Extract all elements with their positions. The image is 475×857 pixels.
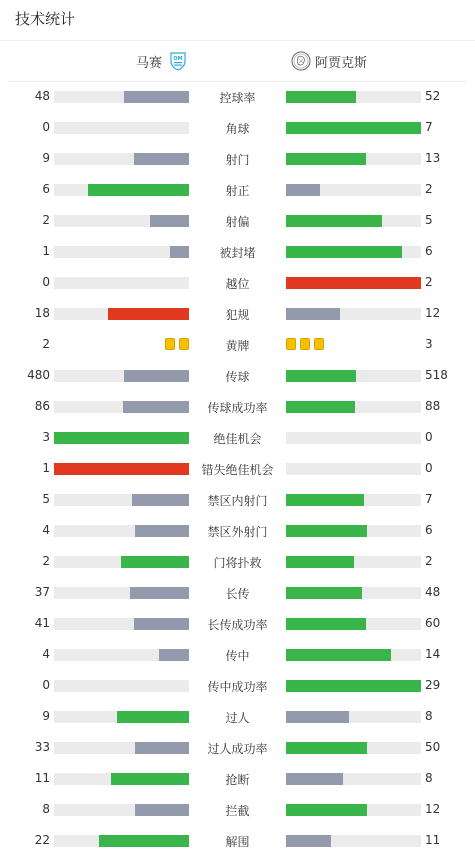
home-stat-bar-track bbox=[54, 432, 189, 444]
home-stat-bar-track bbox=[54, 122, 189, 134]
home-stat-bar bbox=[135, 804, 189, 816]
away-stat-bar-track bbox=[286, 835, 421, 847]
home-stat-value: 0 bbox=[42, 678, 50, 692]
away-stat-value: 0 bbox=[425, 430, 433, 444]
home-stat-value: 3 bbox=[42, 430, 50, 444]
teams-header bbox=[0, 41, 475, 81]
home-stat-bar-track bbox=[54, 215, 189, 227]
away-stat-bar bbox=[286, 184, 320, 196]
home-stat-value: 11 bbox=[34, 771, 50, 785]
stat-label: 过人 bbox=[225, 711, 250, 725]
away-stat-value: 7 bbox=[425, 120, 433, 134]
away-stat-bar bbox=[286, 742, 367, 754]
away-stat-value: 11 bbox=[425, 833, 441, 847]
home-stat-value: 0 bbox=[42, 120, 50, 134]
stat-label: 传中成功率 bbox=[207, 680, 268, 694]
home-stat-value: 6 bbox=[42, 182, 50, 196]
home-stat-bar-track bbox=[54, 308, 189, 320]
away-yellow-cards bbox=[286, 338, 326, 350]
stat-row bbox=[0, 333, 475, 357]
away-stat-bar bbox=[286, 556, 354, 568]
home-stat-bar bbox=[135, 742, 189, 754]
away-stat-bar-track bbox=[286, 370, 421, 382]
stat-row bbox=[0, 240, 475, 264]
away-stat-bar-track bbox=[286, 432, 421, 444]
away-stat-value: 50 bbox=[425, 740, 441, 754]
away-stat-bar bbox=[286, 649, 391, 661]
away-stat-value: 518 bbox=[425, 368, 448, 382]
stat-row bbox=[0, 519, 475, 543]
home-stat-value: 18 bbox=[34, 306, 50, 320]
away-stat-value: 13 bbox=[425, 151, 441, 165]
away-stat-value: 52 bbox=[425, 89, 441, 103]
away-stat-bar bbox=[286, 122, 421, 134]
stat-label: 传球成功率 bbox=[207, 401, 268, 415]
stat-label: 控球率 bbox=[219, 91, 256, 105]
home-stat-value: 33 bbox=[34, 740, 50, 754]
home-stat-bar bbox=[132, 494, 189, 506]
away-stat-value: 8 bbox=[425, 709, 433, 723]
home-stat-bar-track bbox=[54, 463, 189, 475]
away-stat-bar bbox=[286, 370, 356, 382]
stat-label: 门将扑救 bbox=[213, 556, 262, 570]
home-stat-value: 86 bbox=[34, 399, 50, 413]
away-stat-value: 8 bbox=[425, 771, 433, 785]
home-stat-bar bbox=[150, 215, 189, 227]
home-stat-bar bbox=[99, 835, 189, 847]
home-stat-bar bbox=[108, 308, 189, 320]
svg-text:OM: OM bbox=[173, 56, 183, 62]
home-stat-bar-track bbox=[54, 153, 189, 165]
stat-row bbox=[0, 209, 475, 233]
stat-label: 传中 bbox=[225, 649, 250, 663]
stat-label: 过人成功率 bbox=[207, 742, 268, 756]
stat-label: 黄牌 bbox=[225, 339, 250, 353]
home-stat-value: 2 bbox=[42, 554, 50, 568]
away-stat-bar bbox=[286, 91, 356, 103]
away-stat-value: 6 bbox=[425, 523, 433, 537]
home-stat-bar bbox=[123, 401, 189, 413]
home-stat-bar bbox=[88, 184, 189, 196]
home-stat-bar-track bbox=[54, 680, 189, 692]
stat-row bbox=[0, 705, 475, 729]
away-stat-value: 6 bbox=[425, 244, 433, 258]
stat-label: 射偏 bbox=[225, 215, 250, 229]
stat-row bbox=[0, 364, 475, 388]
home-stat-bar bbox=[54, 432, 189, 444]
away-team-name: 阿贾克斯 bbox=[315, 55, 368, 71]
home-stat-bar-track bbox=[54, 370, 189, 382]
stat-row bbox=[0, 147, 475, 171]
home-stat-value: 1 bbox=[42, 244, 50, 258]
stat-label: 禁区外射门 bbox=[207, 525, 268, 539]
away-team[interactable] bbox=[291, 51, 367, 71]
teams-divider bbox=[8, 81, 467, 82]
home-team-name: 马赛 bbox=[135, 55, 162, 71]
stat-row bbox=[0, 581, 475, 605]
away-stat-bar-track bbox=[286, 649, 421, 661]
yellow-card-icon bbox=[286, 338, 296, 350]
home-stat-bar-track bbox=[54, 277, 189, 289]
stat-row bbox=[0, 116, 475, 140]
home-stat-bar bbox=[117, 711, 189, 723]
stat-row bbox=[0, 798, 475, 822]
away-stat-value: 12 bbox=[425, 306, 441, 320]
home-stat-value: 9 bbox=[42, 151, 50, 165]
away-stat-bar bbox=[286, 153, 366, 165]
away-stat-bar-track bbox=[286, 556, 421, 568]
home-stat-value: 480 bbox=[27, 368, 50, 382]
home-stat-bar-track bbox=[54, 556, 189, 568]
away-stat-bar bbox=[286, 246, 402, 258]
away-stat-bar-track bbox=[286, 215, 421, 227]
away-stat-bar bbox=[286, 618, 366, 630]
home-team[interactable] bbox=[136, 51, 188, 71]
stat-label: 角球 bbox=[225, 122, 250, 136]
away-stat-bar-track bbox=[286, 463, 421, 475]
stat-row bbox=[0, 426, 475, 450]
away-stat-bar bbox=[286, 525, 367, 537]
away-stat-bar-track bbox=[286, 494, 421, 506]
stat-row bbox=[0, 271, 475, 295]
away-stat-bar-track bbox=[286, 680, 421, 692]
stat-row bbox=[0, 85, 475, 109]
home-stat-bar-track bbox=[54, 525, 189, 537]
stat-row bbox=[0, 736, 475, 760]
away-stat-value: 5 bbox=[425, 213, 433, 227]
away-stat-value: 0 bbox=[425, 461, 433, 475]
away-stat-value: 7 bbox=[425, 492, 433, 506]
away-stat-bar bbox=[286, 711, 349, 723]
away-stat-bar-track bbox=[286, 246, 421, 258]
away-stat-bar-track bbox=[286, 122, 421, 134]
home-stat-bar-track bbox=[54, 184, 189, 196]
away-stat-bar bbox=[286, 277, 421, 289]
home-stat-value: 0 bbox=[42, 275, 50, 289]
home-stat-bar-track bbox=[54, 835, 189, 847]
away-stat-bar bbox=[286, 587, 362, 599]
away-stat-bar bbox=[286, 215, 382, 227]
away-stat-value: 88 bbox=[425, 399, 441, 413]
ajax-logo-icon bbox=[291, 51, 311, 71]
home-stat-bar-track bbox=[54, 91, 189, 103]
away-stat-value: 48 bbox=[425, 585, 441, 599]
stat-label: 长传成功率 bbox=[207, 618, 268, 632]
home-stat-bar-track bbox=[54, 401, 189, 413]
home-stat-bar bbox=[54, 463, 189, 475]
away-stat-value: 3 bbox=[425, 337, 433, 351]
home-stat-value: 9 bbox=[42, 709, 50, 723]
away-stat-value: 12 bbox=[425, 802, 441, 816]
home-stat-bar-track bbox=[54, 649, 189, 661]
home-stat-bar-track bbox=[54, 742, 189, 754]
away-stat-value: 2 bbox=[425, 554, 433, 568]
away-stat-bar-track bbox=[286, 91, 421, 103]
away-stat-value: 60 bbox=[425, 616, 441, 630]
home-stat-bar-track bbox=[54, 711, 189, 723]
away-stat-bar-track bbox=[286, 308, 421, 320]
home-stat-bar-track bbox=[54, 618, 189, 630]
stat-label: 长传 bbox=[225, 587, 250, 601]
home-stat-value: 2 bbox=[42, 337, 50, 351]
yellow-card-icon bbox=[314, 338, 324, 350]
home-yellow-cards bbox=[163, 338, 189, 350]
away-stat-bar-track bbox=[286, 804, 421, 816]
stat-row bbox=[0, 767, 475, 791]
home-stat-bar bbox=[134, 153, 189, 165]
home-stat-value: 41 bbox=[34, 616, 50, 630]
away-stat-bar-track bbox=[286, 711, 421, 723]
away-stat-bar-track bbox=[286, 184, 421, 196]
stat-label: 拦截 bbox=[225, 804, 250, 818]
home-stat-bar-track bbox=[54, 804, 189, 816]
stat-row bbox=[0, 457, 475, 481]
away-stat-bar-track bbox=[286, 525, 421, 537]
stat-label: 禁区内射门 bbox=[207, 494, 268, 508]
away-stat-bar bbox=[286, 835, 331, 847]
stat-row bbox=[0, 550, 475, 574]
marseille-logo-icon bbox=[168, 51, 188, 71]
stat-row bbox=[0, 643, 475, 667]
home-stat-bar bbox=[124, 370, 189, 382]
stat-row bbox=[0, 178, 475, 202]
away-stat-bar-track bbox=[286, 587, 421, 599]
home-stat-bar bbox=[124, 91, 189, 103]
home-stat-value: 2 bbox=[42, 213, 50, 227]
home-stat-bar bbox=[170, 246, 189, 258]
stat-label: 射正 bbox=[225, 184, 250, 198]
home-stat-value: 22 bbox=[34, 833, 50, 847]
home-stat-value: 4 bbox=[42, 523, 50, 537]
home-stat-value: 8 bbox=[42, 802, 50, 816]
stat-label: 被封堵 bbox=[219, 246, 256, 260]
away-stat-value: 14 bbox=[425, 647, 441, 661]
stat-label: 传球 bbox=[225, 370, 250, 384]
away-stat-bar bbox=[286, 773, 343, 785]
away-stat-bar bbox=[286, 308, 340, 320]
home-stat-bar bbox=[111, 773, 189, 785]
away-stat-bar bbox=[286, 804, 367, 816]
home-stat-value: 5 bbox=[42, 492, 50, 506]
stat-row bbox=[0, 488, 475, 512]
home-stat-bar-track bbox=[54, 494, 189, 506]
stat-row bbox=[0, 674, 475, 698]
yellow-card-icon bbox=[179, 338, 189, 350]
away-stat-bar-track bbox=[286, 401, 421, 413]
away-stat-bar-track bbox=[286, 773, 421, 785]
home-stat-value: 48 bbox=[34, 89, 50, 103]
away-stat-value: 2 bbox=[425, 182, 433, 196]
away-stat-value: 2 bbox=[425, 275, 433, 289]
away-stat-bar-track bbox=[286, 153, 421, 165]
stat-row bbox=[0, 395, 475, 419]
home-stat-bar bbox=[159, 649, 189, 661]
away-stat-bar-track bbox=[286, 618, 421, 630]
home-stat-value: 4 bbox=[42, 647, 50, 661]
home-stat-bar bbox=[135, 525, 189, 537]
home-stat-bar-track bbox=[54, 587, 189, 599]
home-stat-bar bbox=[130, 587, 189, 599]
away-stat-bar bbox=[286, 401, 355, 413]
stat-row bbox=[0, 302, 475, 326]
yellow-card-icon bbox=[165, 338, 175, 350]
away-stat-bar-track bbox=[286, 277, 421, 289]
home-stat-bar-track bbox=[54, 773, 189, 785]
away-stat-bar bbox=[286, 494, 364, 506]
page-title: 技术统计 bbox=[15, 10, 76, 28]
away-stat-bar bbox=[286, 680, 421, 692]
away-stat-value: 29 bbox=[425, 678, 441, 692]
stat-label: 射门 bbox=[225, 153, 250, 167]
yellow-card-icon bbox=[300, 338, 310, 350]
away-stat-bar-track bbox=[286, 742, 421, 754]
home-stat-bar-track bbox=[54, 246, 189, 258]
home-stat-value: 37 bbox=[34, 585, 50, 599]
stat-label: 越位 bbox=[225, 277, 250, 291]
stat-label: 抢断 bbox=[225, 773, 250, 787]
home-stat-value: 1 bbox=[42, 461, 50, 475]
stat-label: 犯规 bbox=[225, 308, 250, 322]
stat-label: 绝佳机会 bbox=[213, 432, 262, 446]
stat-row bbox=[0, 612, 475, 636]
stat-label: 错失绝佳机会 bbox=[201, 463, 274, 477]
stat-row bbox=[0, 829, 475, 853]
home-stat-bar bbox=[134, 618, 189, 630]
stat-label: 解围 bbox=[225, 835, 250, 849]
home-stat-bar bbox=[121, 556, 189, 568]
